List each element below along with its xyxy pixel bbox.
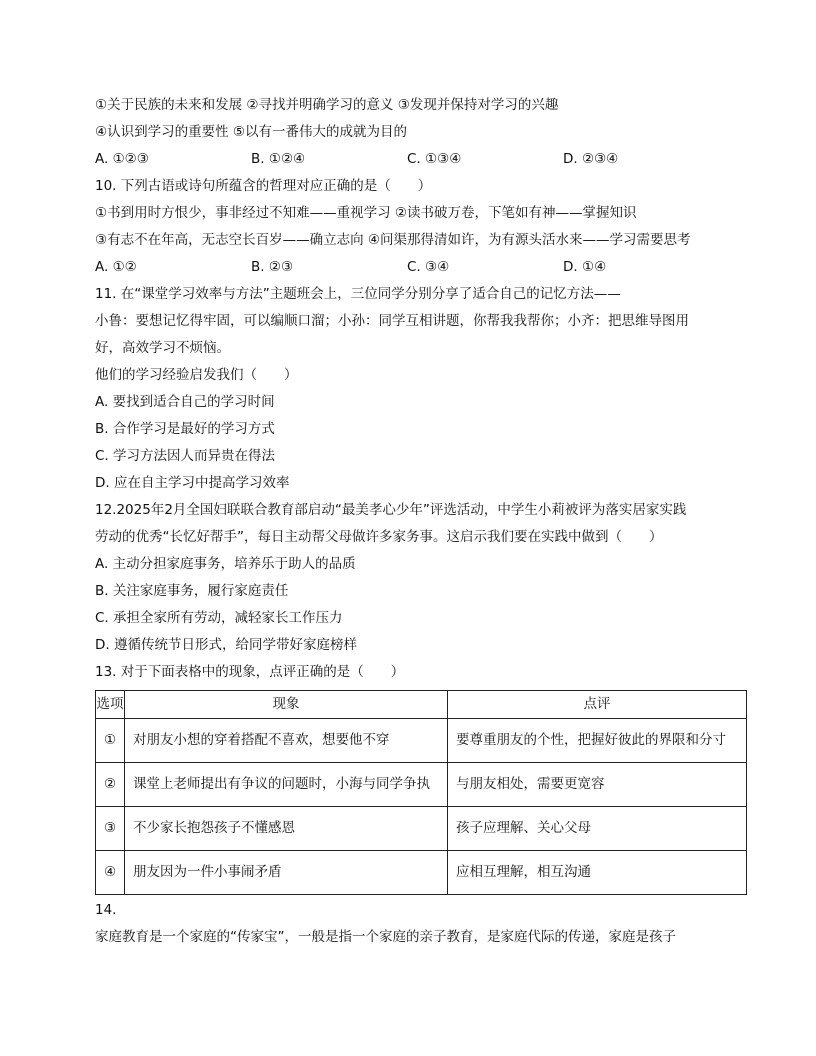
q14-text-line-1: 家庭教育是一个家庭的“传家宝”，一般是指一个家庭的亲子教育，是家庭代际的传递，家庭是孩子 bbox=[95, 929, 676, 945]
q10-option-d[interactable]: D. ①④ bbox=[563, 259, 607, 275]
q13-row-number: ③ bbox=[96, 807, 125, 851]
q12-option-b[interactable]: B. 关注家庭事务，履行家庭责任 bbox=[95, 583, 289, 599]
q11-option-a[interactable]: A. 要找到适合自己的学习时间 bbox=[95, 394, 275, 410]
q12-option-d[interactable]: D. 遵循传统节日形式，给同学带好家庭榜样 bbox=[95, 637, 357, 653]
q13-row-comment: 孩子应理解、关心父母 bbox=[448, 807, 747, 851]
q13-header-option: 选项 bbox=[96, 691, 125, 719]
q11-option-d[interactable]: D. 应在自主学习中提高学习效率 bbox=[95, 475, 290, 491]
q10-statements-1: ①书到用时方恨少，事非经过不知难——重视学习 ②读书破万卷，下笔如有神——掌握知识 bbox=[95, 205, 637, 221]
q9-option-a[interactable]: A. ①②③ bbox=[95, 151, 149, 167]
q13-header-phenomenon: 现象 bbox=[125, 691, 448, 719]
q13-row-phenomenon: 朋友因为一件小事闹矛盾 bbox=[125, 851, 448, 895]
q13-row-number: ④ bbox=[96, 851, 125, 895]
q13-table bbox=[95, 690, 747, 895]
q9-option-d[interactable]: D. ②③④ bbox=[563, 151, 619, 167]
table-row bbox=[96, 763, 747, 807]
q10-options bbox=[95, 254, 755, 281]
q13-row-number: ② bbox=[96, 763, 125, 807]
q10-statements-2: ③有志不在年高，无志空长百岁——确立志向 ④问渠那得清如许，为有源头活水来——学习需要思考 bbox=[95, 232, 691, 248]
q12-question: 12.2025年2月全国妇联联合教育部启动“最美孝心少年”评选活动，中学生小莉被评为落实居家实践 bbox=[95, 502, 687, 518]
q11-prompt: 他们的学习经验启发我们（ ） bbox=[95, 367, 298, 383]
q13-table-header bbox=[96, 691, 747, 719]
q11-question: 11. 在“课堂学习效率与方法”主题班会上，三位同学分别分享了适合自己的记忆方法—— bbox=[95, 286, 621, 302]
q9-options bbox=[95, 146, 755, 173]
table-row bbox=[96, 807, 747, 851]
table-row bbox=[96, 851, 747, 895]
q10-question: 10. 下列古语或诗句所蕴含的哲理对应正确的是（ ） bbox=[95, 178, 432, 194]
q9-option-b[interactable]: B. ①②④ bbox=[251, 151, 306, 167]
q11-text-line-2: 小鲁：要想记忆得牢固，可以编顺口溜；小孙：同学互相讲题，你帮我我帮你；小齐：把思维导图用 bbox=[95, 313, 689, 329]
q13-row-comment: 与朋友相处，需要更宽容 bbox=[448, 763, 747, 807]
table-row bbox=[96, 719, 747, 763]
q13-row-phenomenon: 对朋友小想的穿着搭配不喜欢，想要他不穿 bbox=[125, 719, 448, 763]
q13-row-number: ① bbox=[96, 719, 125, 763]
q11-option-c[interactable]: C. 学习方法因人而异贵在得法 bbox=[95, 448, 276, 464]
q10-option-b[interactable]: B. ②③ bbox=[251, 259, 294, 275]
q10-option-c[interactable]: C. ③④ bbox=[407, 259, 450, 275]
q11-text-line-3: 好，高效学习不烦恼。 bbox=[95, 340, 230, 356]
q12-text-line-2: 劳动的优秀“长忆好帮手”，每日主动帮父母做许多家务事。这启示我们要在实践中做到（ ） bbox=[95, 529, 663, 545]
q9-statements-1: ①关于民族的未来和发展 ②寻找并明确学习的意义 ③发现并保持对学习的兴趣 bbox=[95, 97, 559, 113]
q13-row-comment: 要尊重朋友的个性，把握好彼此的界限和分寸 bbox=[448, 719, 747, 763]
q12-option-a[interactable]: A. 主动分担家庭事务，培养乐于助人的品质 bbox=[95, 556, 356, 572]
q11-option-b[interactable]: B. 合作学习是最好的学习方式 bbox=[95, 421, 275, 437]
q14-number: 14. bbox=[95, 902, 117, 918]
q10-option-a[interactable]: A. ①② bbox=[95, 259, 137, 275]
q13-header-comment: 点评 bbox=[448, 691, 747, 719]
q9-option-c[interactable]: C. ①③④ bbox=[407, 151, 462, 167]
q13-row-phenomenon: 课堂上老师提出有争议的问题时，小海与同学争执 bbox=[125, 763, 448, 807]
q13-question: 13. 对于下面表格中的现象，点评正确的是（ ） bbox=[95, 664, 405, 680]
q13-row-phenomenon: 不少家长抱怨孩子不懂感恩 bbox=[125, 807, 448, 851]
q12-option-c[interactable]: C. 承担全家所有劳动，减轻家长工作压力 bbox=[95, 610, 343, 626]
q13-row-comment: 应相互理解，相互沟通 bbox=[448, 851, 747, 895]
q9-statements-2: ④认识到学习的重要性 ⑤以有一番伟大的成就为目的 bbox=[95, 124, 407, 140]
exam-content bbox=[95, 92, 755, 951]
